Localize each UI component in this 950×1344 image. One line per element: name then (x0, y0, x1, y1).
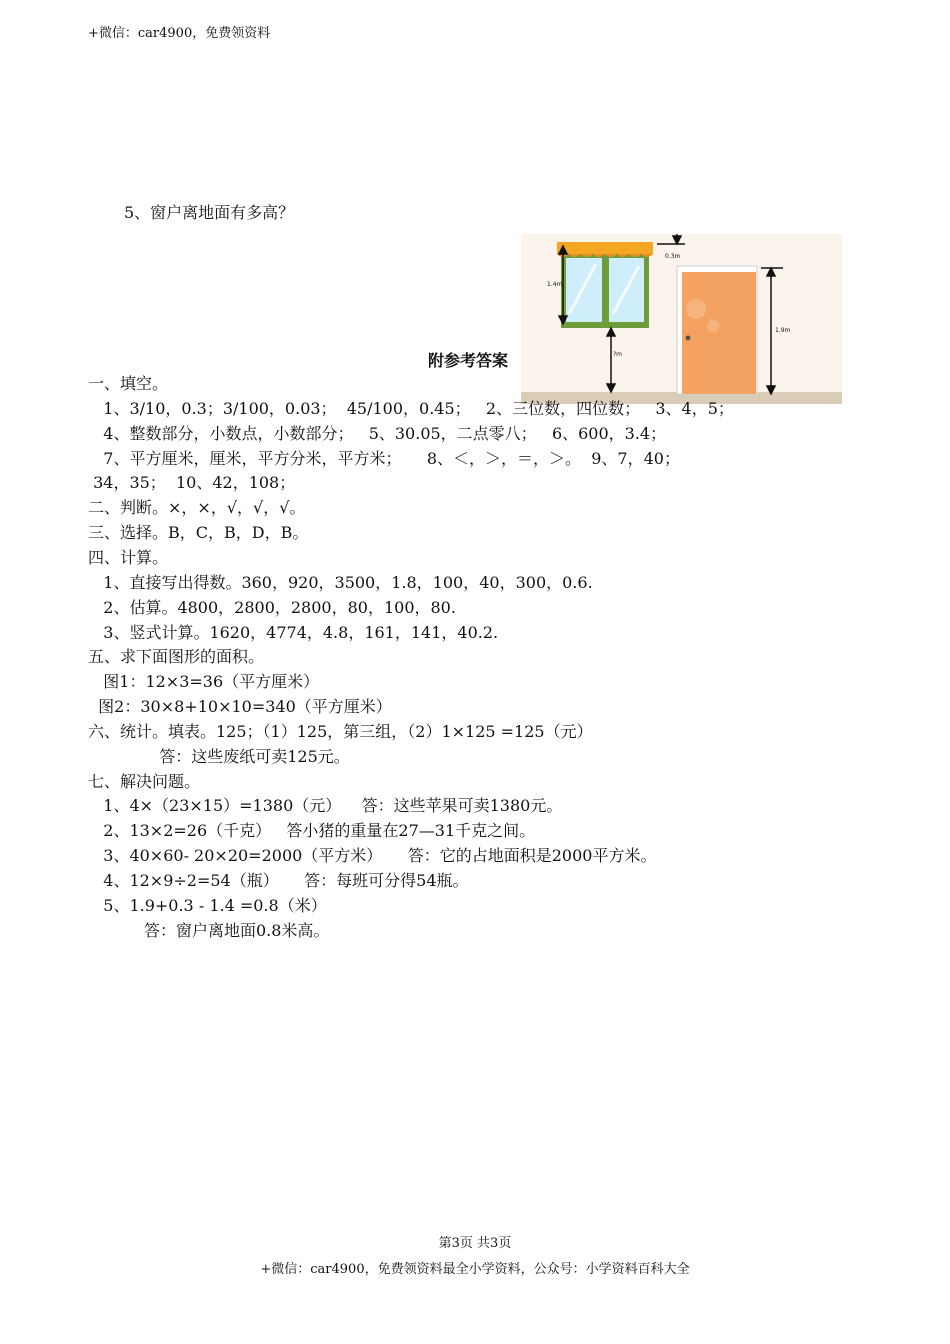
label-door-height: 1.9m (775, 327, 791, 334)
answer-line: 3、40×60- 20×20=2000（平方米） 答：它的占地面积是2000平方米。 (88, 846, 657, 866)
answer-line: 答：这些废纸可卖125元。 (88, 746, 350, 766)
answer-line: 六、统计。填表。125；（1）125，第三组，（2）1×125 =125（元） (88, 721, 593, 741)
answer-line: 5、1.9+0.3 - 1.4 =0.8（米） (88, 895, 327, 915)
answer-line: 34，35； 10、42，108； (88, 473, 296, 493)
footer-note: +微信：car4900，免费领资料最全小学资料，公众号：小学资料百科大全 (260, 1262, 690, 1277)
answer-line: 3、竖式计算。1620，4774，4.8，161，141，40.2. (88, 622, 499, 642)
window-door-figure (521, 234, 842, 404)
answer-line: 图1：12×3=36（平方厘米） (88, 672, 320, 692)
answer-line: 二、判断。×，×，√，√，√。 (88, 498, 306, 518)
page-number: 第3页 共3页 (438, 1236, 512, 1251)
answer-line: 五、求下面图形的面积。 (88, 647, 265, 667)
answer-line: 2、估算。4800，2800，2800，80，100，80. (88, 597, 456, 617)
page-header: +微信：car4900，免费领资料 (88, 26, 271, 41)
question-5: 5、窗户离地面有多高？ (124, 203, 295, 222)
answer-line: 4、12×9÷2=54（瓶） 答：每班可分得54瓶。 (88, 871, 469, 890)
answer-line: 1、3/10，0.3；3/100，0.03； 45/100，0.45； 2、三位数，四位数； 3、4，5； (88, 398, 734, 418)
answer-line: 7、平方厘米，厘米，平方分米，平方米； 8、＜，＞，＝，＞。 9、7，40； (88, 448, 680, 468)
label-top-gap: 0.3m (665, 253, 681, 260)
label-window-to-ground: ?m (613, 351, 623, 358)
answer-line: 一、填空。 (88, 374, 169, 393)
answer-line: 1、4×（23×15）=1380（元） 答：这些苹果可卖1380元。 (88, 796, 563, 816)
answer-line: 2、13×2=26（千克） 答小猪的重量在27—31千克之间。 (88, 821, 536, 841)
awning (557, 242, 653, 254)
answer-line: 四、计算。 (88, 547, 169, 567)
door (682, 272, 756, 394)
answer-line: 4、整数部分，小数点，小数部分； 5、30.05，二点零八； 6、600，3.4； (88, 423, 667, 443)
answer-line: 1、直接写出得数。360，920，3500，1.8，100，40，300，0.6. (88, 572, 593, 592)
answer-line: 三、选择。B，C，B，D，B。 (88, 523, 309, 543)
door-knob (686, 336, 691, 341)
answer-line: 答：窗户离地面0.8米高。 (88, 920, 330, 940)
answer-title: 附参考答案 (428, 351, 509, 370)
label-window-height: 1.4m (547, 281, 563, 288)
answer-line: 七、解决问题。 (88, 771, 201, 791)
answer-line: 图2：30×8+10×10=340（平方厘米） (88, 697, 392, 717)
